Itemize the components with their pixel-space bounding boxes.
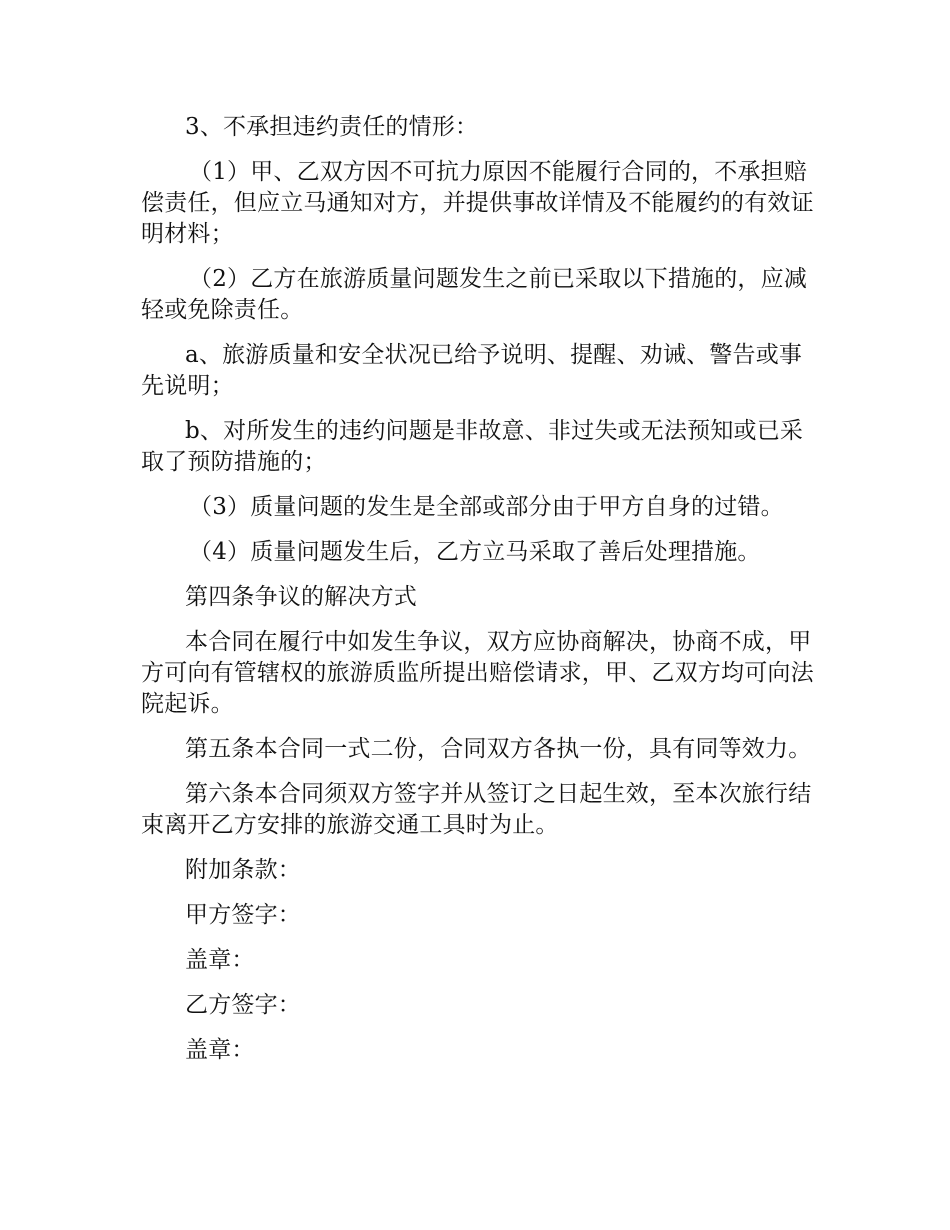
article-4-body: 本合同在履行中如发生争议，双方应协商解决，协商不成，甲方可向有管辖权的旅游质监所提出赔偿请求，甲、乙双方均可向法院起诉。	[141, 629, 814, 717]
party-b-signature-label: 乙方签字：	[185, 992, 301, 1018]
article-4-heading: 第四条争议的解决方式	[185, 584, 417, 610]
paragraph-3-2-b: b、对所发生的违约问题是非故意、非过失或无法预知或已采取了预防措施的；	[141, 418, 804, 475]
party-a-seal-label: 盖章：	[185, 947, 255, 973]
additional-terms-label: 附加条款：	[185, 857, 301, 883]
document-body	[141, 112, 821, 1080]
paragraph-3-1: （1）甲、乙双方因不可抗力原因不能履行合同的，不承担赔偿责任，但应立马通知对方，并提供事故详情及不能履约的有效证明材料；	[141, 159, 814, 247]
paragraph-3-2-a: a、旅游质量和安全状况已给予说明、提醒、劝诫、警告或事先说明；	[141, 342, 803, 399]
paragraph-3-3: （3）质量问题的发生是全部或部分由于甲方自身的过错。	[189, 494, 784, 520]
paragraph-3-2: （2）乙方在旅游质量问题发生之前已采取以下措施的，应减轻或免除责任。	[141, 266, 808, 323]
article-6: 第六条本合同须双方签字并从签订之日起生效，至本次旅行结束离开乙方安排的旅游交通工具时为止。	[141, 781, 812, 838]
party-a-signature-label: 甲方签字：	[185, 902, 301, 928]
party-b-seal-label: 盖章：	[185, 1037, 255, 1063]
article-5: 第五条本合同一式二份，合同双方各执一份，具有同等效力。	[185, 736, 812, 762]
paragraph-3-4: （4）质量问题发生后，乙方立马采取了善后处理措施。	[189, 539, 761, 565]
paragraph-3-title: 3、不承担违约责任的情形：	[185, 114, 479, 140]
